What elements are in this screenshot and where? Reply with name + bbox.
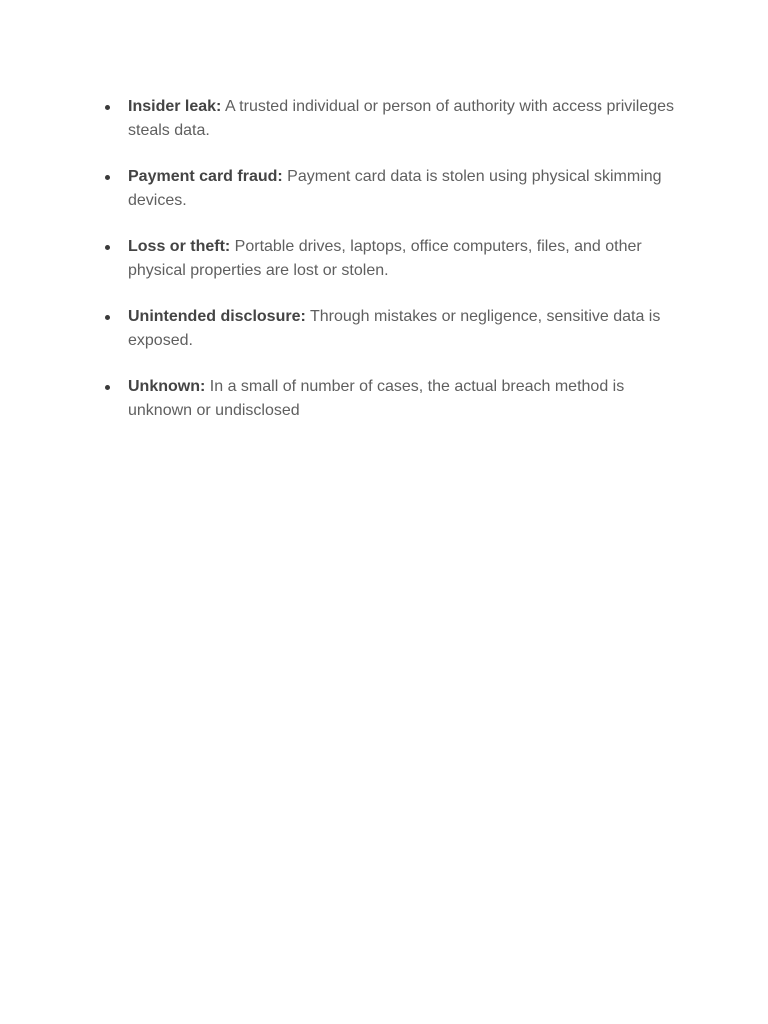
bullet-icon bbox=[105, 105, 110, 110]
bullet-icon bbox=[105, 175, 110, 180]
list-item-term: Insider leak: bbox=[128, 98, 222, 115]
list-item-term: Unintended disclosure: bbox=[128, 308, 306, 325]
bullet-icon bbox=[105, 385, 110, 390]
list-item-description: Portable drives, laptops, office computers, files, and other physical properties are lost or stolen. bbox=[128, 238, 642, 279]
list-item bbox=[104, 375, 684, 422]
list-item bbox=[104, 235, 684, 282]
list-item-description: In a small of number of cases, the actual breach method is unknown or undisclosed bbox=[128, 378, 625, 419]
list-item bbox=[104, 305, 684, 352]
list-item-description: Through mistakes or negligence, sensitive data is exposed. bbox=[128, 308, 661, 349]
list-item-term: Unknown: bbox=[128, 378, 206, 395]
list-item-term: Payment card fraud: bbox=[128, 168, 283, 185]
list-item-term: Loss or theft: bbox=[128, 238, 231, 255]
list-item-description: Payment card data is stolen using physical skimming devices. bbox=[128, 168, 662, 209]
list-item-description: A trusted individual or person of authority with access privileges steals data. bbox=[128, 98, 675, 139]
bullet-icon bbox=[105, 245, 110, 250]
list-item bbox=[104, 95, 684, 142]
breach-methods-list bbox=[104, 95, 684, 445]
bullet-icon bbox=[105, 315, 110, 320]
list-item bbox=[104, 165, 684, 212]
